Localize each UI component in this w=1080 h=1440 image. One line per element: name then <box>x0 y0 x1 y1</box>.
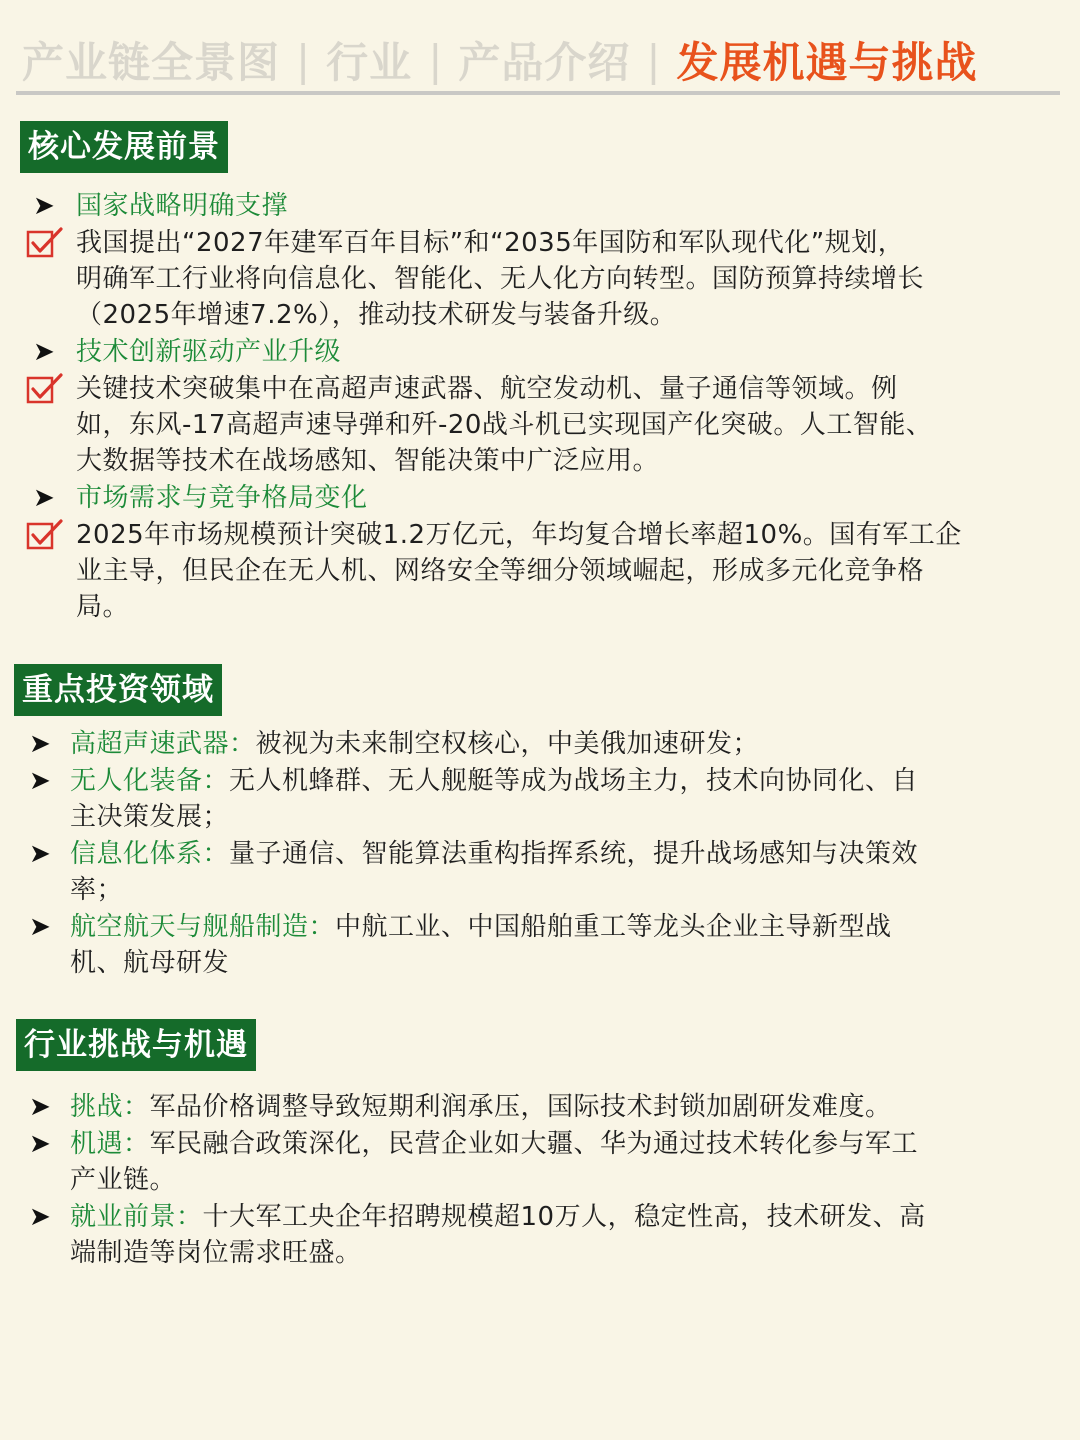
item-label: 无人化装备： <box>70 766 230 796</box>
nav-separator: | <box>296 35 311 85</box>
arrow-bullet-icon: ➤ <box>33 483 55 513</box>
list-item <box>70 909 892 945</box>
item-heading: 市场需求与竞争格局变化 <box>76 483 368 513</box>
list-item <box>70 836 918 872</box>
paragraph-line: 业主导，但民企在无人机、网络安全等细分领域崛起，形成多元化竞争格 <box>76 556 925 586</box>
arrow-bullet-icon: ➤ <box>29 839 51 869</box>
item-text: 被视为未来制空权核心，中美俄加速研发； <box>255 729 760 759</box>
list-item <box>70 1089 892 1125</box>
tab-industry-chain[interactable]: 产业链全景图 <box>22 38 281 87</box>
item-label: 航空航天与舰船制造： <box>70 912 336 942</box>
arrow-bullet-icon: ➤ <box>33 337 55 367</box>
arrow-bullet-icon: ➤ <box>29 766 51 796</box>
item-label: 挑战： <box>70 1092 150 1122</box>
paragraph-line: 大数据等技术在战场感知、智能决策中广泛应用。 <box>76 446 660 476</box>
item-label: 机遇： <box>70 1129 150 1159</box>
tab-opportunities-challenges[interactable]: 发展机遇与挑战 <box>676 38 978 87</box>
paragraph-line: 明确军工行业将向信息化、智能化、无人化方向转型。国防预算持续增长 <box>76 264 925 294</box>
paragraph-line: 主决策发展； <box>70 802 230 832</box>
item-text: 军品价格调整导致短期利润承压，国际技术封锁加剧研发难度。 <box>149 1092 892 1122</box>
arrow-bullet-icon: ➤ <box>29 912 51 942</box>
paragraph-line: 率； <box>70 875 124 905</box>
section-title-challenges-opportunities: 行业挑战与机遇 <box>16 1019 256 1071</box>
nav-separator: | <box>646 35 661 85</box>
arrow-bullet-icon: ➤ <box>29 729 51 759</box>
item-text: 量子通信、智能算法重构指挥系统，提升战场感知与决策效 <box>229 839 919 869</box>
paragraph-line: 2025年市场规模预计突破1.2万亿元，年均复合增长率超10%。国有军工企 <box>76 520 962 550</box>
list-item <box>70 763 918 799</box>
checkbox-check-icon <box>26 518 64 552</box>
top-nav <box>22 26 1062 94</box>
section-title-core-prospects: 核心发展前景 <box>20 121 228 173</box>
item-text: 无人机蜂群、无人舰艇等成为战场主力，技术向协同化、自 <box>229 766 919 796</box>
list-item <box>70 1126 918 1162</box>
item-text: 军民融合政策深化，民营企业如大疆、华为通过技术转化参与军工 <box>149 1129 919 1159</box>
checkbox-check-icon <box>26 226 64 260</box>
tab-industry[interactable]: 行业 <box>326 38 413 87</box>
item-text: 十大军工央企年招聘规模超10万人，稳定性高，技术研发、高 <box>202 1202 926 1232</box>
nav-divider <box>16 91 1060 95</box>
item-heading: 国家战略明确支撑 <box>76 191 289 221</box>
item-label: 信息化体系： <box>70 839 230 869</box>
paragraph-line: 产业链。 <box>70 1165 177 1195</box>
paragraph-line: 关键技术突破集中在高超声速武器、航空发动机、量子通信等领域。例 <box>76 374 898 404</box>
tab-product-intro[interactable]: 产品介绍 <box>458 38 631 87</box>
paragraph-line: 端制造等岗位需求旺盛。 <box>70 1238 362 1268</box>
paragraph-line: 我国提出“2027年建军百年目标”和“2035年国防和军队现代化”规划， <box>76 228 905 258</box>
paragraph-line: 如，东风-17高超声速导弹和歼-20战斗机已实现国产化突破。人工智能、 <box>76 410 933 440</box>
arrow-bullet-icon: ➤ <box>29 1129 51 1159</box>
list-item <box>70 726 759 762</box>
arrow-bullet-icon: ➤ <box>29 1202 51 1232</box>
section-title-key-investment: 重点投资领域 <box>14 664 222 716</box>
paragraph-line: 机、航母研发 <box>70 948 230 978</box>
paragraph-line: （2025年增速7.2%），推动技术研发与装备升级。 <box>76 300 677 330</box>
arrow-bullet-icon: ➤ <box>33 191 55 221</box>
checkbox-check-icon <box>26 372 64 406</box>
arrow-bullet-icon: ➤ <box>29 1092 51 1122</box>
item-heading: 技术创新驱动产业升级 <box>76 337 342 367</box>
paragraph-line: 局。 <box>76 592 130 622</box>
nav-separator: | <box>428 35 443 85</box>
item-text: 中航工业、中国船舶重工等龙头企业主导新型战 <box>335 912 892 942</box>
item-label: 就业前景： <box>70 1202 203 1232</box>
item-label: 高超声速武器： <box>70 729 256 759</box>
list-item <box>70 1199 926 1235</box>
